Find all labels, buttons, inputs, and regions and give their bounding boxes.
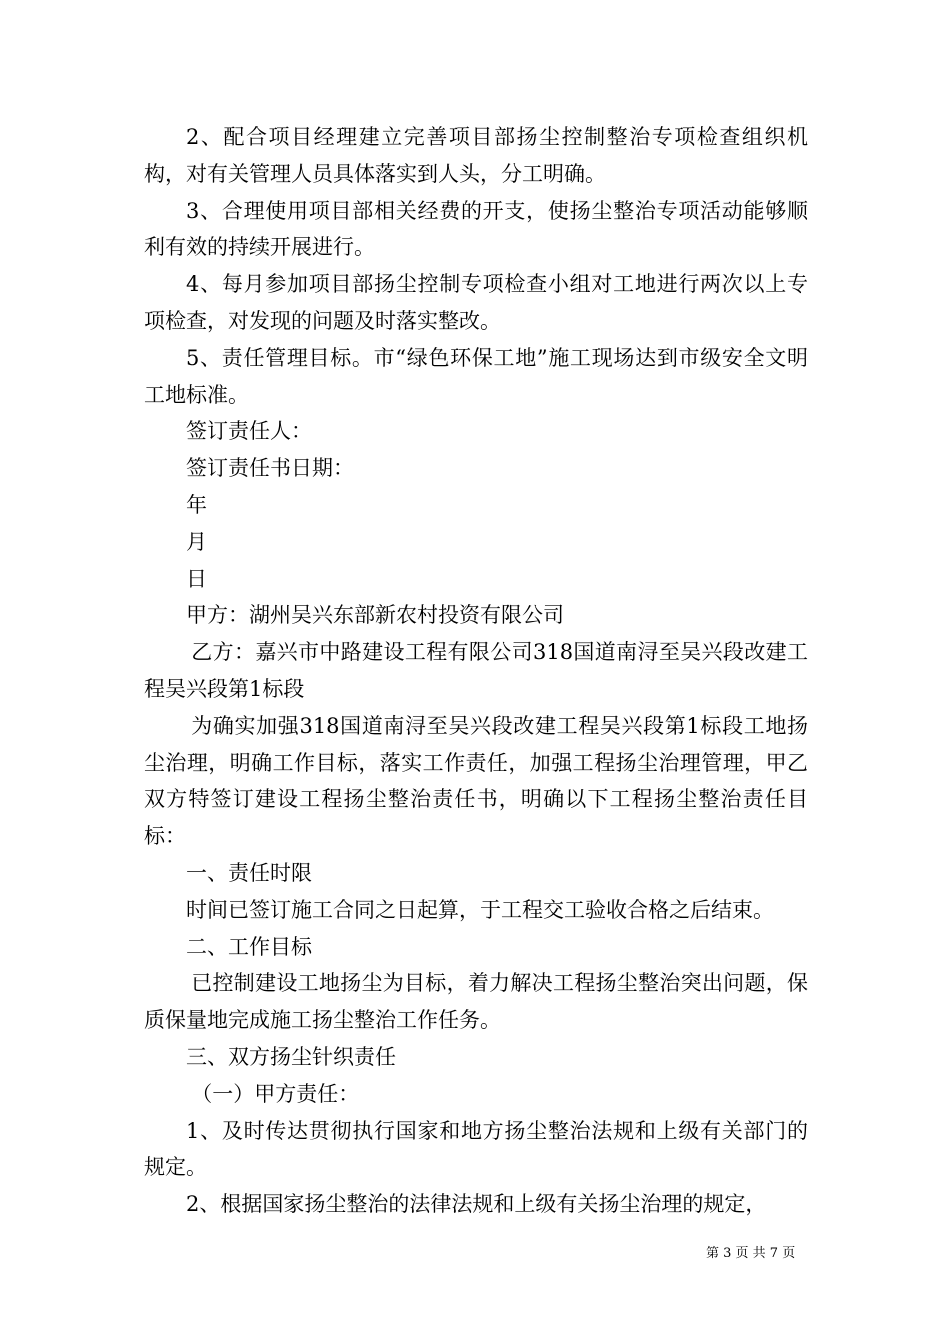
- section-heading: 二、工作目标: [186, 934, 312, 959]
- paragraph: 3、合理使用项目部相关经费的开支，使扬尘整治专项活动能够顺利有效的持续开展进行。: [144, 198, 808, 260]
- paragraph: 4、每月参加项目部扬尘控制专项检查小组对工地进行两次以上专项检查，对发现的问题及时落实整改。: [144, 272, 808, 333]
- section-heading: 一、责任时限: [186, 860, 312, 885]
- date-day: 日: [186, 566, 207, 591]
- date-month: 月: [186, 529, 207, 554]
- party-a: 甲方：湖州吴兴东部新农村投资有限公司: [186, 603, 564, 628]
- signatory-label: 签订责任人：: [186, 419, 312, 444]
- section-heading: 三、双方扬尘针织责任: [186, 1044, 396, 1069]
- paragraph: 5、责任管理目标。市“绿色环保工地”施工现场达到市级安全文明工地标准。: [144, 345, 808, 407]
- paragraph: 1、及时传达贯彻执行国家和地方扬尘整治法规和上级有关部门的规定。: [144, 1118, 808, 1180]
- page-number-footer: 第 3 页 共 7 页: [706, 1246, 796, 1261]
- paragraph: 2、根据国家扬尘整治的法律法规和上级有关扬尘治理的规定，: [186, 1192, 767, 1217]
- document-body: [144, 119, 808, 1223]
- date-year: 年: [186, 492, 207, 517]
- paragraph: 为确实加强318国道南浔至吴兴段改建工程吴兴段第1标段工地扬尘治理，明确工作目标，落实工作责任，加强工程扬尘治理管理，甲乙双方特签订建设工程扬尘整治责任书，明确以下工程扬尘整治责任目标：: [144, 713, 808, 849]
- subsection-heading: （一）甲方责任：: [191, 1081, 360, 1106]
- paragraph: 2、配合项目经理建立完善项目部扬尘控制整治专项检查组织机构，对有关管理人员具体落实到人头，分工明确。: [144, 125, 808, 186]
- signing-date-label: 签订责任书日期：: [186, 456, 354, 481]
- party-b: 乙方：嘉兴市中路建设工程有限公司318国道南浔至吴兴段改建工程吴兴段第1标段: [144, 640, 808, 701]
- paragraph: 时间已签订施工合同之日起算，于工程交工验收合格之后结束。: [186, 897, 774, 922]
- paragraph: 已控制建设工地扬尘为目标，着力解决工程扬尘整治突出问题，保质保量地完成施工扬尘整治工作任务。: [144, 971, 808, 1033]
